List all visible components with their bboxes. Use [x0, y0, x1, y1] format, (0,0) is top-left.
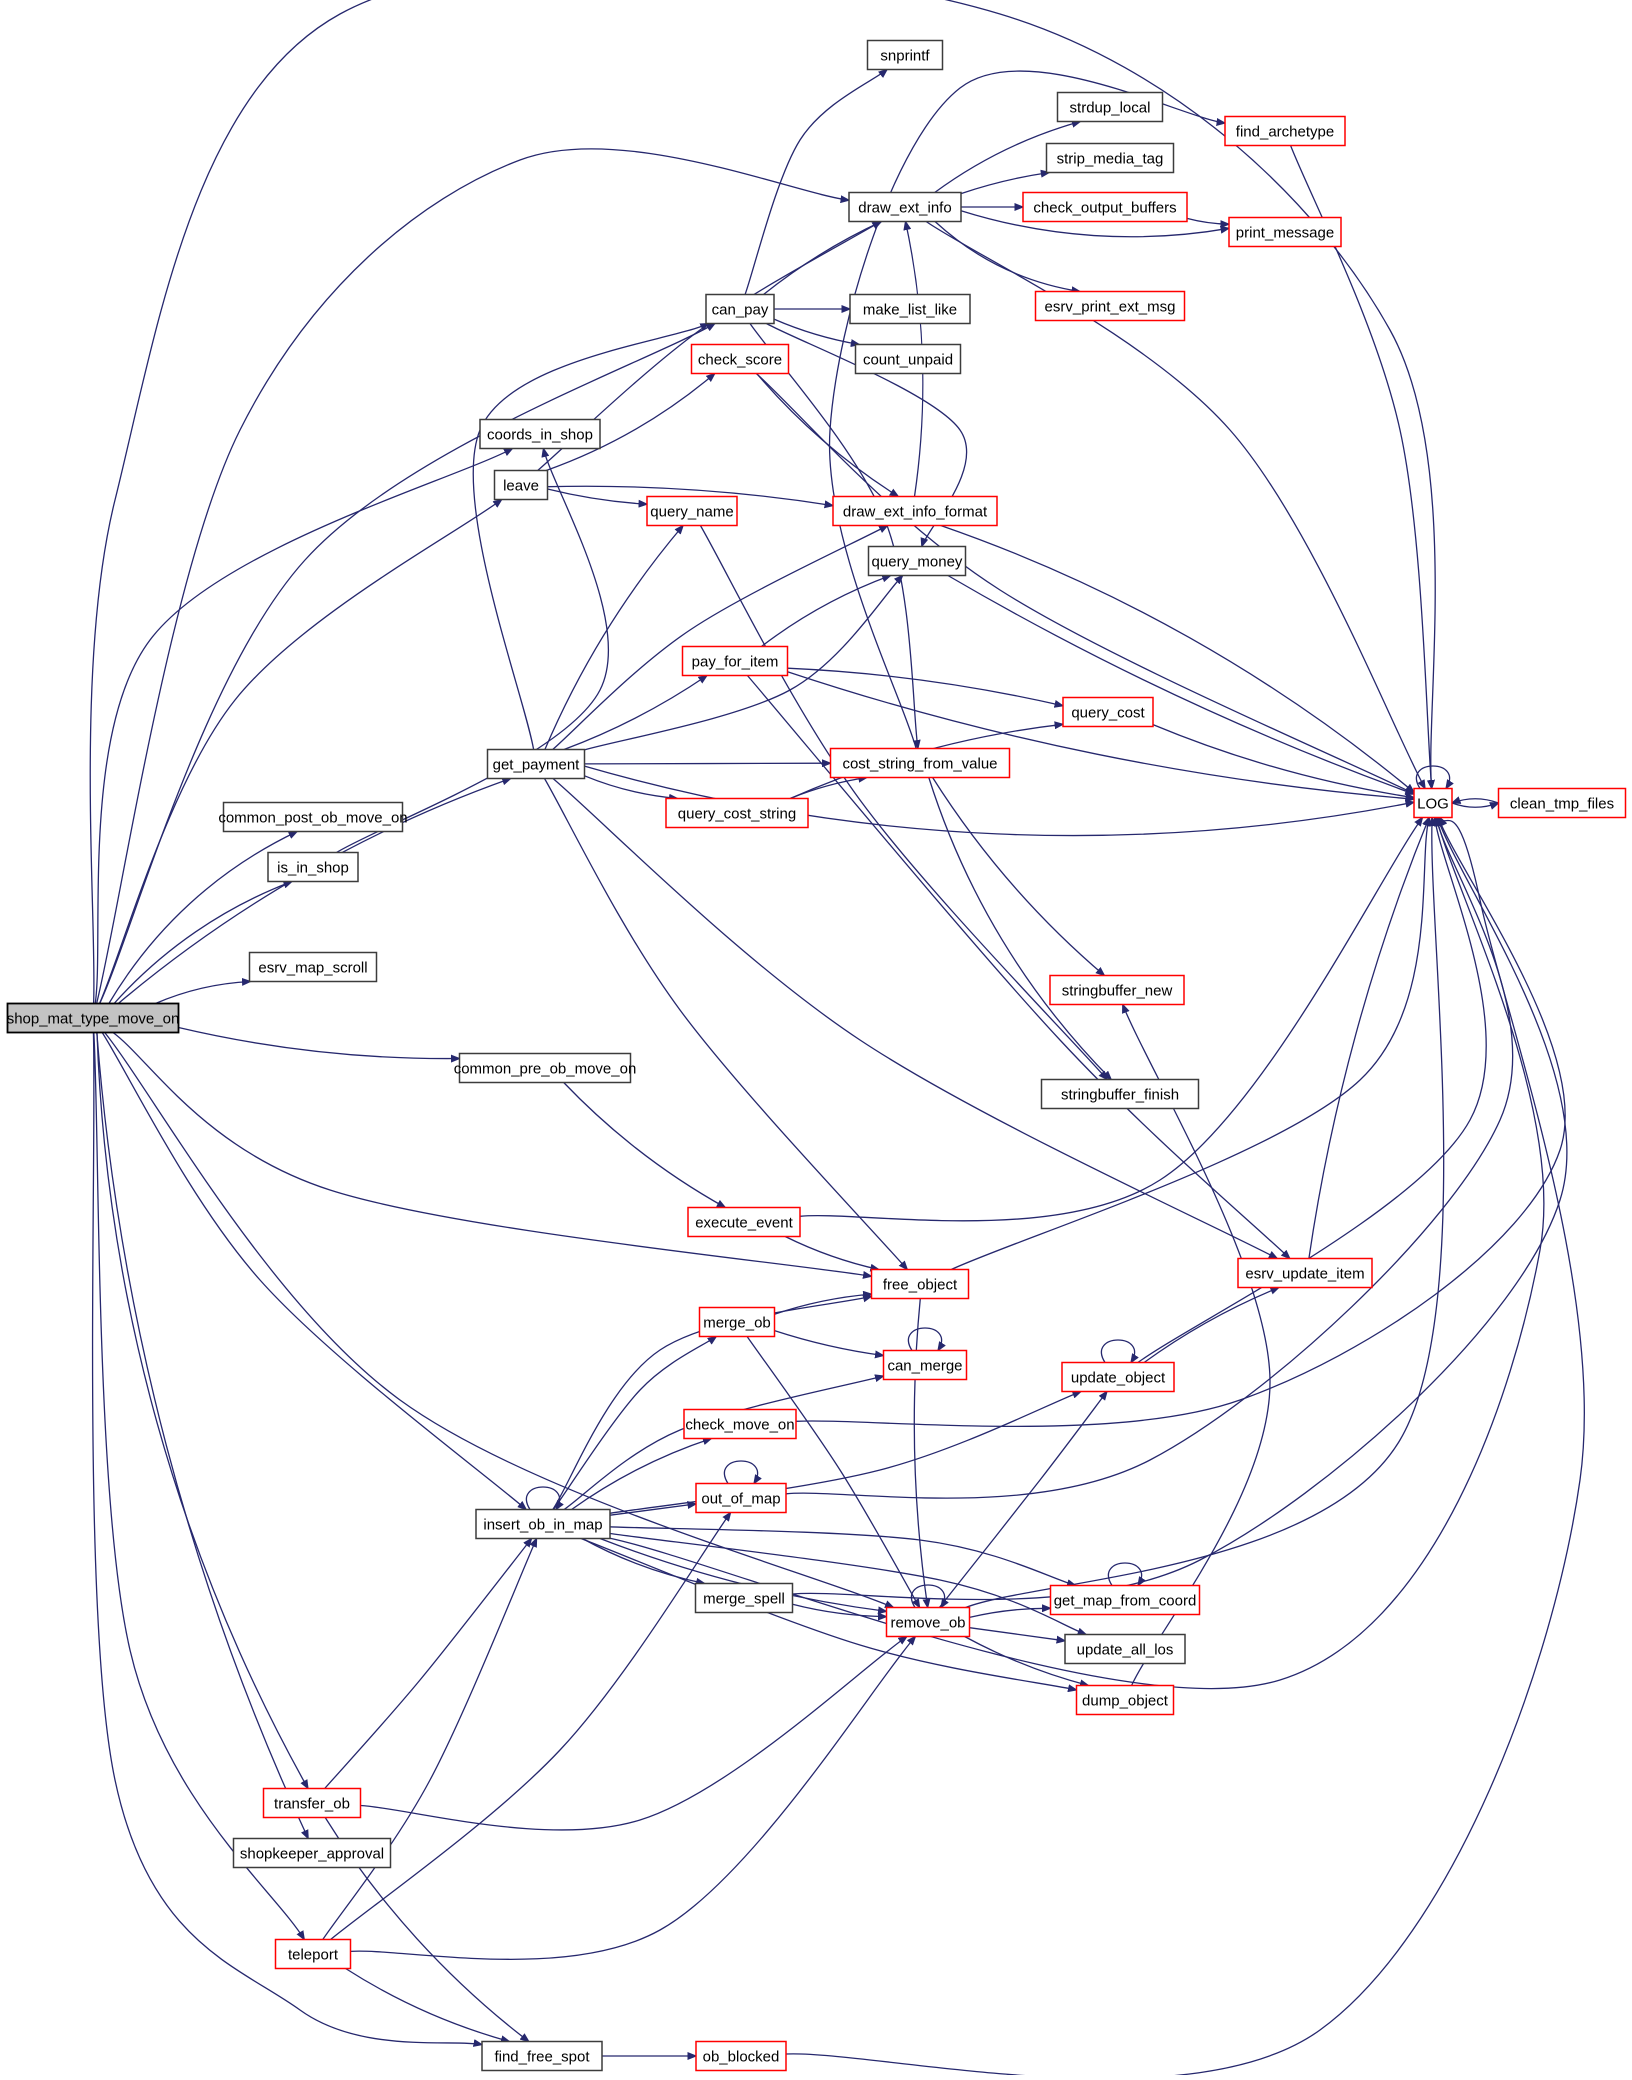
node-label-shop_mat_type_move_on: shop_mat_type_move_on — [6, 1010, 180, 1028]
node-label-insert_ob_in_map: insert_ob_in_map — [483, 1516, 603, 1534]
node-label-query_name: query_name — [650, 503, 734, 521]
edge-teleport-to-remove_ob — [351, 1637, 916, 1960]
node-pay_for_item[interactable] — [683, 647, 788, 676]
node-find_archetype[interactable] — [1225, 117, 1345, 146]
node-label-get_map_from_coord: get_map_from_coord — [1053, 1592, 1197, 1610]
node-check_score[interactable] — [692, 345, 789, 374]
edge-draw_ext_info_format-to-LOG — [941, 526, 1414, 793]
edge-pay_for_item-to-LOG — [788, 672, 1415, 799]
edge-shop_mat_type_move_on-to-shopkeeper_approval — [97, 1033, 308, 1839]
node-label-esrv_update_item: esrv_update_item — [1245, 1265, 1365, 1283]
node-label-cost_string_from_value: cost_string_from_value — [842, 755, 998, 773]
node-update_object[interactable] — [1062, 1363, 1174, 1392]
edge-can_pay-to-count_unpaid — [774, 319, 859, 344]
edge-transfer_ob-to-remove_ob — [361, 1637, 907, 1830]
edge-layer — [90, 0, 1584, 2075]
node-label-snprintf: snprintf — [880, 47, 930, 65]
node-merge_ob[interactable] — [700, 1308, 775, 1337]
node-label-pay_for_item: pay_for_item — [691, 653, 779, 671]
node-make_list_like[interactable] — [850, 295, 970, 324]
edge-shop_mat_type_move_on-to-common_pre_ob_move_on — [179, 1028, 460, 1059]
node-label-merge_ob: merge_ob — [703, 1314, 771, 1332]
node-label-get_payment: get_payment — [492, 756, 580, 774]
node-label-update_all_los: update_all_los — [1076, 1641, 1174, 1659]
node-LOG[interactable] — [1414, 789, 1452, 818]
node-layer — [7, 41, 1626, 2071]
node-label-transfer_ob: transfer_ob — [274, 1795, 350, 1813]
node-label-esrv_print_ext_msg: esrv_print_ext_msg — [1044, 298, 1176, 316]
node-common_post_ob_move_on[interactable] — [218, 803, 407, 832]
node-label-print_message: print_message — [1235, 224, 1335, 242]
node-label-execute_event: execute_event — [695, 1214, 793, 1232]
edge-get_payment-to-esrv_update_item — [553, 779, 1277, 1259]
edge-shop_mat_type_move_on-to-coords_in_shop — [95, 449, 512, 1004]
edge-get_payment-to-pay_for_item — [564, 676, 707, 750]
node-ob_blocked[interactable] — [696, 2042, 786, 2071]
node-label-find_archetype: find_archetype — [1235, 123, 1335, 141]
node-esrv_print_ext_msg[interactable] — [1036, 292, 1185, 321]
node-label-check_output_buffers: check_output_buffers — [1033, 199, 1177, 217]
edge-teleport-to-out_of_map — [331, 1513, 731, 1940]
edge-remove_ob-to-LOG — [966, 818, 1444, 1608]
edge-free_object-to-LOG — [951, 818, 1429, 1270]
edge-shop_mat_type_move_on-to-transfer_ob — [97, 1033, 308, 1789]
edge-draw_ext_info-to-strip_media_tag — [961, 173, 1049, 194]
edge-out_of_map-to-out_of_map — [724, 1461, 757, 1484]
node-get_payment[interactable] — [488, 750, 585, 779]
edge-execute_event-to-LOG — [800, 818, 1423, 1221]
edge-pay_for_item-to-query_cost — [788, 668, 1064, 706]
edge-remove_ob-to-update_all_los — [970, 1628, 1066, 1641]
node-label-merge_spell: merge_spell — [703, 1590, 785, 1608]
node-transfer_ob[interactable] — [264, 1789, 361, 1818]
node-leave[interactable] — [495, 471, 548, 500]
node-label-can_pay: can_pay — [711, 301, 769, 319]
edge-free_object-to-remove_ob — [914, 1299, 927, 1608]
node-label-is_in_shop: is_in_shop — [277, 859, 349, 877]
edge-get_payment-to-cost_string_from_value — [585, 763, 831, 764]
node-dump_object[interactable] — [1077, 1686, 1174, 1715]
edge-cost_string_from_value-to-stringbuffer_finish — [929, 778, 1111, 1080]
edge-remove_ob-to-update_object — [939, 1392, 1107, 1608]
node-common_pre_ob_move_on[interactable] — [454, 1054, 637, 1083]
node-coords_in_shop[interactable] — [480, 420, 600, 449]
node-get_map_from_coord[interactable] — [1051, 1586, 1200, 1615]
node-label-make_list_like: make_list_like — [862, 301, 958, 319]
edge-out_of_map-to-LOG — [786, 818, 1513, 1499]
node-label-check_score: check_score — [697, 351, 783, 369]
edge-update_object-to-update_object — [1101, 1340, 1134, 1363]
edge-query_cost_string-to-cost_string_from_value — [790, 778, 867, 799]
node-label-query_cost: query_cost — [1071, 704, 1145, 722]
node-check_output_buffers[interactable] — [1023, 193, 1187, 222]
node-can_merge[interactable] — [884, 1351, 967, 1380]
node-label-can_merge: can_merge — [887, 1357, 963, 1375]
node-label-stringbuffer_finish: stringbuffer_finish — [1060, 1086, 1180, 1104]
node-shopkeeper_approval[interactable] — [234, 1839, 391, 1868]
node-find_free_spot[interactable] — [482, 2042, 602, 2071]
edge-teleport-to-insert_ob_in_map — [323, 1539, 537, 1940]
edge-insert_ob_in_map-to-get_map_from_coord — [610, 1527, 1076, 1586]
node-clean_tmp_files[interactable] — [1499, 789, 1626, 818]
node-label-shopkeeper_approval: shopkeeper_approval — [239, 1845, 385, 1863]
node-teleport[interactable] — [276, 1940, 351, 1969]
edge-check_score-to-draw_ext_info_format — [757, 374, 899, 497]
node-can_pay[interactable] — [706, 295, 774, 324]
edge-merge_spell-to-remove_ob — [793, 1604, 887, 1616]
node-label-count_unpaid: count_unpaid — [862, 351, 954, 369]
edge-update_object-to-esrv_update_item — [1144, 1288, 1279, 1363]
node-label-out_of_map: out_of_map — [701, 1490, 781, 1508]
node-print_message[interactable] — [1229, 218, 1341, 247]
edge-insert_ob_in_map-to-dump_object — [581, 1539, 1077, 1690]
node-query_cost[interactable] — [1063, 698, 1153, 727]
node-label-common_post_ob_move_on: common_post_ob_move_on — [218, 809, 408, 827]
edge-can_pay-to-draw_ext_info — [764, 222, 882, 295]
node-label-ob_blocked: ob_blocked — [702, 2048, 780, 2066]
node-label-common_pre_ob_move_on: common_pre_ob_move_on — [453, 1060, 637, 1078]
node-label-leave: leave — [503, 477, 539, 495]
node-query_name[interactable] — [647, 497, 737, 526]
edge-remove_ob-to-remove_ob — [911, 1585, 944, 1608]
node-label-strdup_local: strdup_local — [1069, 99, 1151, 117]
node-count_unpaid[interactable] — [856, 345, 961, 374]
node-label-draw_ext_info: draw_ext_info — [858, 199, 952, 217]
node-update_all_los[interactable] — [1065, 1635, 1185, 1664]
edge-cost_string_from_value-to-stringbuffer_new — [933, 778, 1105, 976]
node-snprintf[interactable] — [868, 41, 943, 70]
edge-esrv_update_item-to-LOG — [1309, 818, 1429, 1259]
edge-common_pre_ob_move_on-to-execute_event — [564, 1083, 726, 1208]
node-strdup_local[interactable] — [1058, 93, 1163, 122]
node-strip_media_tag[interactable] — [1047, 144, 1174, 173]
edge-shop_mat_type_move_on-to-leave — [100, 500, 502, 1004]
edge-insert_ob_in_map-to-update_all_los — [610, 1534, 1086, 1635]
node-draw_ext_info[interactable] — [849, 193, 961, 222]
edge-get_payment-to-free_object — [545, 779, 908, 1270]
node-is_in_shop[interactable] — [268, 853, 358, 882]
edge-clean_tmp_files-to-LOG — [1452, 799, 1499, 803]
node-remove_ob[interactable] — [887, 1608, 970, 1637]
node-query_money[interactable] — [869, 547, 966, 576]
node-label-query_money: query_money — [871, 553, 963, 571]
edge-pay_for_item-to-query_money — [761, 576, 890, 647]
node-label-draw_ext_info_format: draw_ext_info_format — [842, 503, 988, 521]
node-esrv_map_scroll[interactable] — [250, 953, 377, 982]
edge-LOG-to-clean_tmp_files — [1452, 803, 1499, 807]
node-label-coords_in_shop: coords_in_shop — [487, 426, 593, 444]
node-label-find_free_spot: find_free_spot — [494, 2048, 590, 2066]
edge-shop_mat_type_move_on-to-find_free_spot — [93, 1033, 482, 2045]
node-label-stringbuffer_new: stringbuffer_new — [1061, 982, 1173, 1000]
node-label-update_object: update_object — [1070, 1369, 1166, 1387]
node-label-dump_object: dump_object — [1082, 1692, 1168, 1710]
node-label-teleport: teleport — [287, 1946, 339, 1964]
node-query_cost_string[interactable] — [666, 799, 808, 828]
edge-shop_mat_type_move_on-to-esrv_map_scroll — [156, 982, 251, 1004]
edge-check_output_buffers-to-print_message — [1187, 218, 1229, 224]
edge-get_payment-to-query_name — [545, 526, 683, 750]
edge-LOG-to-LOG — [1416, 766, 1449, 789]
edge-execute_event-to-free_object — [785, 1237, 879, 1270]
edge-can_pay-to-snprintf — [745, 70, 887, 295]
node-label-LOG: LOG — [1417, 795, 1449, 813]
node-label-clean_tmp_files: clean_tmp_files — [1509, 795, 1615, 813]
edge-shop_mat_type_move_on-to-draw_ext_info — [97, 149, 849, 1004]
node-check_move_on[interactable] — [684, 1410, 796, 1439]
node-label-free_object: free_object — [882, 1276, 958, 1294]
node-label-remove_ob: remove_ob — [890, 1614, 966, 1632]
node-stringbuffer_finish[interactable] — [1042, 1080, 1199, 1109]
edge-insert_ob_in_map-to-out_of_map — [610, 1504, 696, 1515]
node-esrv_update_item[interactable] — [1238, 1259, 1372, 1288]
node-label-query_cost_string: query_cost_string — [677, 805, 797, 823]
node-draw_ext_info_format[interactable] — [833, 497, 997, 526]
node-label-check_move_on: check_move_on — [685, 1416, 795, 1434]
edge-transfer_ob-to-insert_ob_in_map — [325, 1539, 532, 1789]
edge-can_merge-to-can_merge — [908, 1328, 941, 1351]
node-merge_spell[interactable] — [696, 1584, 793, 1613]
node-label-strip_media_tag: strip_media_tag — [1056, 150, 1164, 168]
node-out_of_map[interactable] — [696, 1484, 786, 1513]
edge-merge_ob-to-can_merge — [775, 1331, 884, 1356]
node-cost_string_from_value[interactable] — [831, 749, 1010, 778]
node-shop_mat_type_move_on — [7, 1004, 180, 1033]
edge-shop_mat_type_move_on-to-insert_ob_in_map — [102, 1033, 526, 1510]
node-stringbuffer_new[interactable] — [1050, 976, 1184, 1005]
edge-merge_spell-to-LOG — [793, 818, 1567, 1600]
node-insert_ob_in_map[interactable] — [476, 1510, 610, 1539]
edge-ob_blocked-to-LOG — [786, 818, 1584, 2076]
edge-insert_ob_in_map-to-merge_spell — [582, 1539, 704, 1584]
node-execute_event[interactable] — [688, 1208, 800, 1237]
node-label-esrv_map_scroll: esrv_map_scroll — [258, 959, 368, 977]
node-free_object[interactable] — [872, 1270, 969, 1299]
